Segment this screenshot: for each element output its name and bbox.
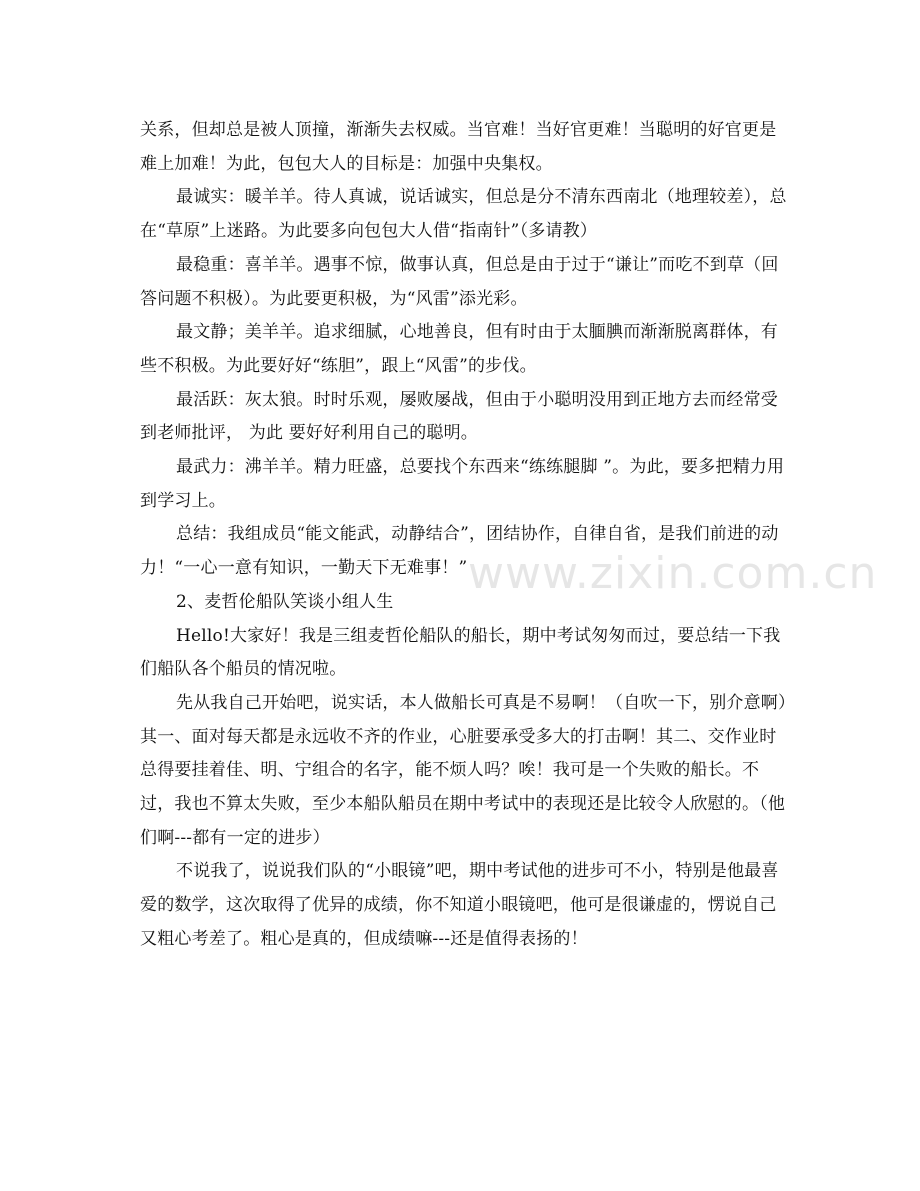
- section-heading: 2、麦哲伦船队笑谈小组人生: [176, 591, 394, 612]
- paragraph-2: 最诚实：暖羊羊。待人真诚，说话诚实，但总是分不清东西南北（地理较差），总在“草原”上迷路。为此要多向包包大人借“指南针”（多请教）: [140, 187, 787, 242]
- document-body: [140, 114, 790, 957]
- paragraph-8: Hello!大家好！我是三组麦哲伦船队的船长，期中考试匆匆而过，要总结一下我们船队各个船员的情况啦。: [140, 625, 781, 680]
- paragraph-7: 总结：我组成员“能文能武，动静结合”，团结协作，自律自省，是我们前进的动力！“一心一意有知识，一勤天下无难事！”: [140, 524, 779, 579]
- paragraph-9: 先从我自己开始吧，说实话，本人做船长可真是不易啊！（自吹一下，别介意啊）其一、面对每天都是永远收不齐的作业，心脏要承受多大的打击啊！其二、交作业时总得要挂着佳、明、宁组合的名字，能不烦人吗？唉！我可是一个失败的船长。不过，我也不算太失败，至少本船队船员在期中考试中的表现还是比较令人欣慰的。（他们啊---都有一定的进步）: [140, 692, 787, 848]
- paragraph-10: 不说我了，说说我们队的“小眼镜”吧，期中考试他的进步可不小，特别是他最喜爱的数学，这次取得了优异的成绩，你不知道小眼镜吧，他可是很谦虚的，愣说自己又粗心考差了。粗心是真的，但成绩嘛---还是值得表扬的！: [140, 861, 779, 949]
- paragraph-6: 最武力：沸羊羊。精力旺盛，总要找个东西来“练练腿脚 ”。为此，要多把精力用到学习上。: [140, 457, 785, 511]
- paragraph-4: 最文静；美羊羊。追求细腻，心地善良，但有时由于太腼腆而渐渐脱离群体，有些不积极。为此要好好“练胆”，跟上“风雷”的步伐。: [140, 322, 778, 376]
- paragraph-1: 关系，但却总是被人顶撞，渐渐失去权威。当官难！当好官更难！当聪明的好官更是难上加难！为此，包包大人的目标是：加强中央集权。: [140, 120, 777, 174]
- watermark: www.zixin.com.cn: [468, 548, 878, 599]
- paragraph-3: 最稳重：喜羊羊。遇事不惊，做事认真，但总是由于过于“谦让”而吃不到草（回答问题不积极）。为此要更积极，为“风雷”添光彩。: [140, 254, 779, 309]
- paragraph-5: 最活跃：灰太狼。时时乐观，屡败屡战，但由于小聪明没用到正地方去而经常受到老师批评， 为此 要好好利用自己的聪明。: [140, 389, 778, 444]
